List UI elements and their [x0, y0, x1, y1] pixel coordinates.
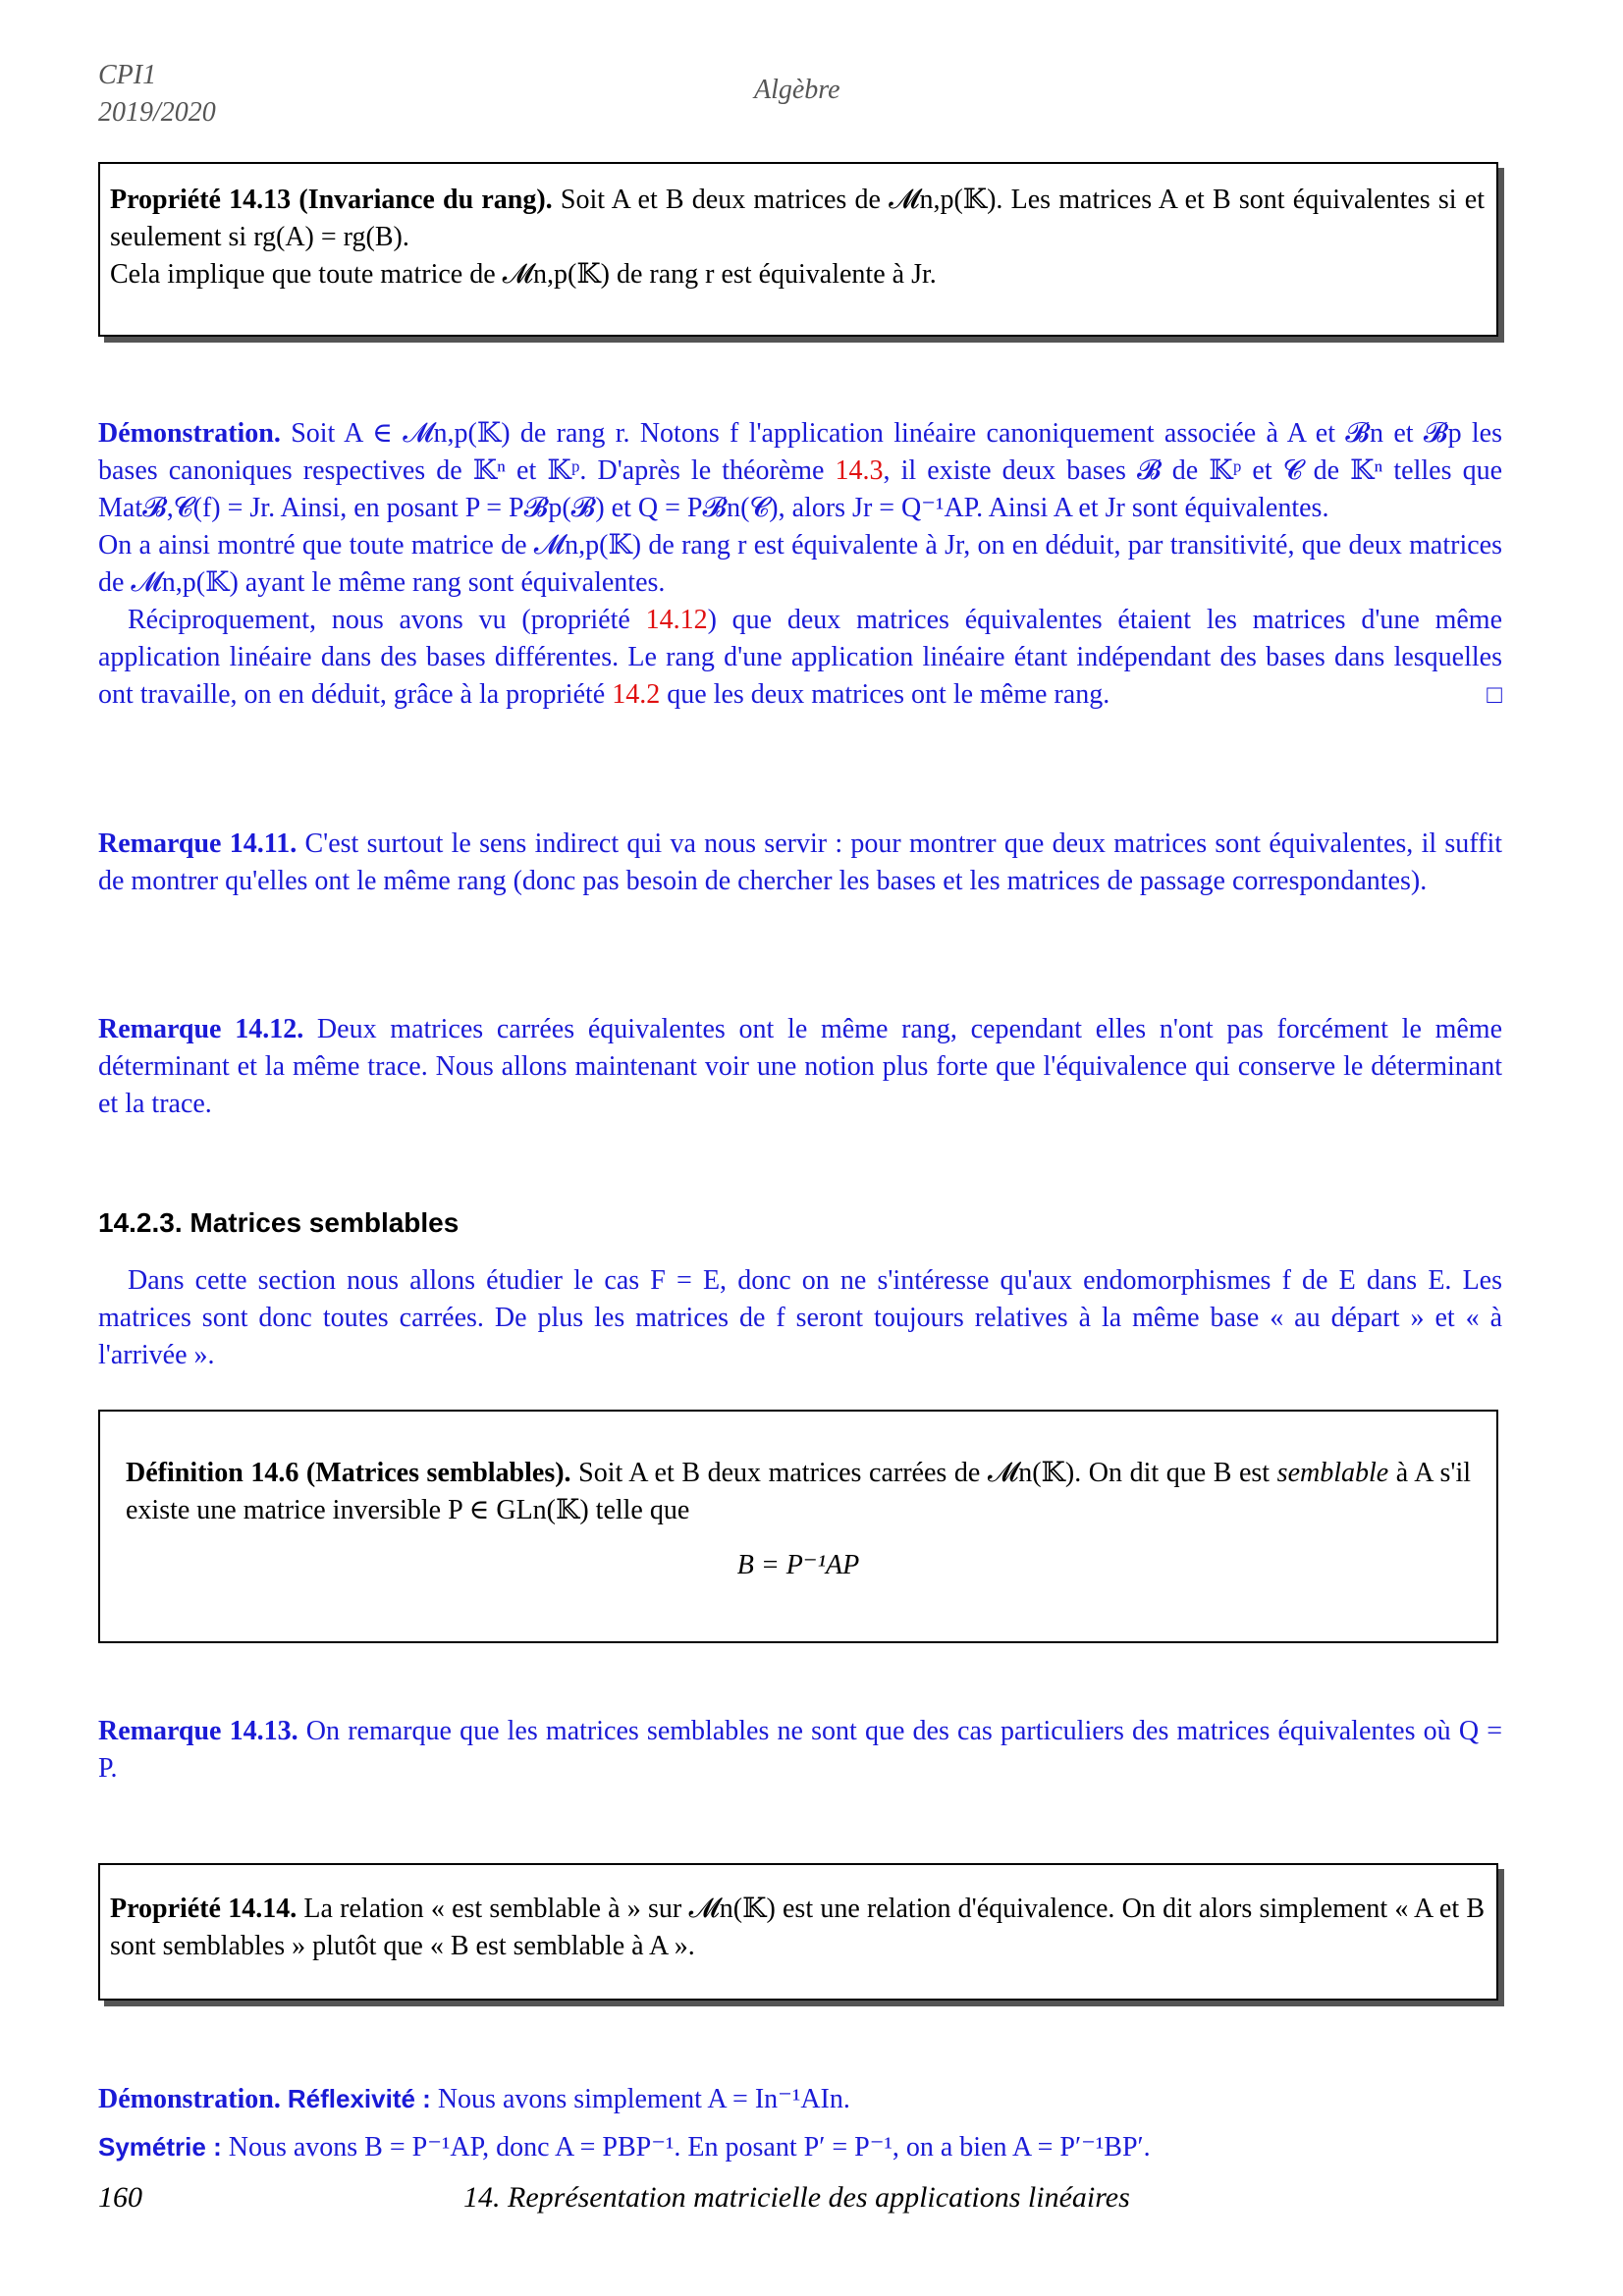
- theorem-14-3-link[interactable]: 14.3: [835, 455, 884, 486]
- definition-14-6-box: [98, 1410, 1498, 1643]
- page-number: 160: [98, 2181, 142, 2214]
- proof-14-13: [98, 415, 1502, 714]
- remark-14-13-label: Remarque 14.13.: [98, 1716, 298, 1746]
- proof-14-14: [98, 2075, 1502, 2171]
- reflexivity-text: Nous avons simplement A = In⁻¹AIn.: [430, 2084, 850, 2114]
- property-14-13-box: [98, 162, 1498, 337]
- remark-14-11: [98, 826, 1502, 900]
- proof-14-13-paragraph-3: [98, 602, 1502, 714]
- header-subject: Algèbre: [754, 75, 840, 105]
- proof-14-13-paragraph-1: [98, 415, 1502, 527]
- proof-text: Réciproquement, nous avons vu (propriété: [128, 605, 646, 635]
- proof-label: Démonstration.: [98, 418, 281, 449]
- proof-14-13-paragraph-2: On a ainsi montré que toute matrice de 𝓜n,p(𝕂) de rang r est équivalente à Jr, on en déduit, par transitivité, que deux matrices de 𝓜n,p(𝕂) ayant le même rang sont équivalentes.: [98, 530, 1502, 598]
- section-title: 14.2.3. Matrices semblables: [98, 1207, 460, 1238]
- property-14-13-consequence: Cela implique que toute matrice de 𝓜n,p(𝕂) de rang r est équivalente à Jr.: [110, 259, 937, 290]
- symmetry-label: Symétrie :: [98, 2132, 222, 2162]
- remark-14-11-label: Remarque 14.11.: [98, 828, 298, 859]
- reflexivity-label: Réflexivité :: [287, 2084, 431, 2113]
- remark-14-12-text: Deux matrices carrées équivalentes ont le même rang, cependant elles n'ont pas forcément le même déterminant et la même trace. Nous allons maintenant voir une notion plus forte que l'équivalence qui conserve le déterminant et la trace.: [98, 1014, 1503, 1119]
- proof-label: Démonstration.: [98, 2084, 281, 2114]
- definition-text: à A s'il existe une matrice inversible P ∈ GLn(𝕂) telle que: [126, 1458, 1471, 1525]
- section-intro: [98, 1262, 1502, 1374]
- remark-14-11-text: C'est surtout le sens indirect qui va nous servir : pour montrer que deux matrices sont équivalentes, il suffit de montrer qu'elles ont le même rang (donc pas besoin de chercher les bases et les matrices de passage correspondantes).: [98, 828, 1503, 896]
- definition-term: semblable: [1276, 1458, 1389, 1488]
- header-course-name: CPI1: [98, 60, 157, 90]
- property-14-13-text: Soit A et B deux matrices de 𝓜n,p(𝕂). Les matrices A et B sont équivalentes si et seulement si rg(A) = rg(B).: [110, 185, 1485, 252]
- property-14-14-label: Propriété 14.14.: [110, 1894, 298, 1924]
- header-year: 2019/2020: [98, 97, 216, 128]
- property-14-12-link[interactable]: 14.12: [645, 605, 708, 635]
- similarity-formula: B = P⁻¹AP: [736, 1550, 860, 1580]
- definition-14-6-label: Définition 14.6 (Matrices semblables).: [126, 1458, 571, 1488]
- section-intro-text: Dans cette section nous allons étudier le cas F = E, donc on ne s'intéresse qu'aux endomorphismes f de E dans E. Les matrices sont donc toutes carrées. De plus les matrices de f seront toujours relatives à la même base « au départ » et « à l'arrivée ».: [98, 1265, 1502, 1370]
- property-14-14-box: [98, 1863, 1498, 2001]
- symmetry-text: Nous avons B = P⁻¹AP, donc A = PBP⁻¹. En posant P′ = P⁻¹, on a bien A = P′⁻¹BP′.: [221, 2132, 1151, 2163]
- proof-symmetry: [98, 2123, 1502, 2171]
- definition-14-6-content: [126, 1455, 1471, 1584]
- property-14-13-label: Propriété 14.13 (Invariance du rang).: [110, 185, 553, 215]
- proof-text: que les deux matrices ont le même rang.: [660, 679, 1110, 710]
- remark-14-12: [98, 1011, 1502, 1123]
- property-14-2-link[interactable]: 14.2: [612, 679, 661, 710]
- proof-text: Soit A ∈ 𝓜n,p(𝕂) de rang r. Notons f l'application linéaire canoniquement associée à A et 𝓑n et 𝓑p les bases canoniques respectives de 𝕂ⁿ et 𝕂ᵖ. D'après le théorème: [98, 418, 1502, 486]
- property-14-13-content: [110, 182, 1485, 294]
- remark-14-13-text: On remarque que les matrices semblables ne sont que des cas particuliers des matrices équivalentes où Q = P.: [98, 1716, 1502, 1784]
- proof-reflexivity: [98, 2075, 1502, 2123]
- footer-chapter: 14. Représentation matricielle des applications linéaires: [463, 2181, 1130, 2214]
- remark-14-12-label: Remarque 14.12.: [98, 1014, 304, 1044]
- property-14-14-content: [110, 1891, 1485, 1965]
- proof-text: , il existe deux bases 𝓑 de 𝕂ᵖ et 𝓒 de 𝕂ⁿ telles que Mat𝓑,𝓒(f) = Jr. Ainsi, en posant P = P𝓑p(𝓑) et Q = P𝓑n(𝓒), alors Jr = Q⁻¹AP. Ainsi A et Jr sont équivalentes.: [98, 455, 1503, 523]
- definition-text: Soit A et B deux matrices carrées de 𝓜n(𝕂). On dit que B est: [570, 1458, 1277, 1488]
- proof-text: ) que deux matrices équivalentes étaient les matrices d'une même application linéaire dans des bases différentes. Le rang d'une application linéaire étant indépendant des bases dans lesquelles ont travaille, on en déduit, grâce à la propriété: [98, 605, 1503, 710]
- property-14-14-text: La relation « est semblable à » sur 𝓜n(𝕂) est une relation d'équivalence. On dit alors simplement « A et B sont semblables » plutôt que « B est semblable à A ».: [110, 1894, 1486, 1961]
- header-course: [98, 57, 216, 132]
- remark-14-13: [98, 1713, 1502, 1788]
- qed-symbol: □: [1487, 680, 1502, 709]
